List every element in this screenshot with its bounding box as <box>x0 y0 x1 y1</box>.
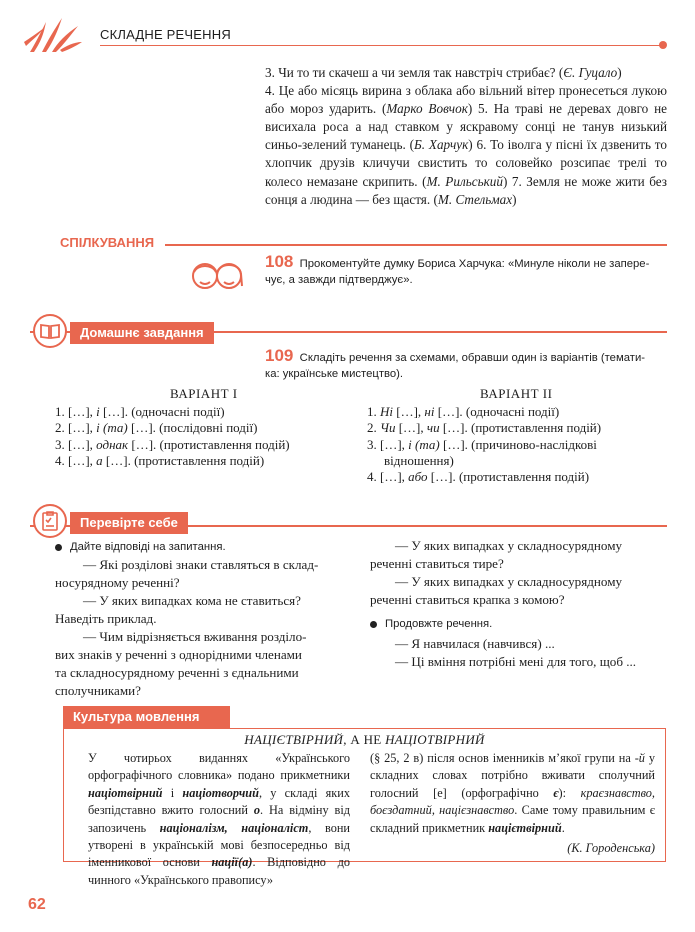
speech-culture-author: (К. Городенська) <box>567 841 655 855</box>
continue-line: — Ці вміння потрібні мені для того, щоб ... <box>395 654 637 669</box>
speech-culture-banner: Культура мовлення <box>63 706 230 728</box>
task-108-number: 108 <box>265 252 294 271</box>
speech-culture-left: У чотирьох виданнях «Українського орфографічного словника» подано прикметники націотвірний і націотворчий, у складі яких безпідставно вжито голосний о. На відміну від запозичень націоналізм, націоналіст, вони утворені в українській мові безпосередньо від іменникової основи нації(а). Відповідно до чинного «Українського правопису» <box>88 751 350 887</box>
check-right-column <box>370 537 667 671</box>
exercise-excerpt <box>265 64 667 209</box>
question-line: сполучниками? <box>55 683 141 698</box>
question-line: вих знаків у реченні з однорідними членами <box>55 647 302 662</box>
variant-2-title: ВАРІАНТ ІІ <box>480 386 553 401</box>
variant-1-title: ВАРІАНТ І <box>170 386 238 401</box>
question-line: — У яких випадках у складносурядному <box>395 538 623 553</box>
speech-culture-title: НАЦІЄТВІРНИЙ, А НЕ НАЦІОТВІРНИЙ <box>244 732 485 747</box>
question-line: реченні ставиться крапка з комою? <box>370 592 565 607</box>
variant-2-item: 4. […], або […]. (протиставлення подій) <box>367 469 590 485</box>
question-line: — У яких випадках кома не ставиться? <box>83 593 301 608</box>
task-109-number: 109 <box>265 346 294 365</box>
task-109-line2: ка: українське мистецтво). <box>265 368 404 380</box>
two-faces-icon <box>188 256 246 296</box>
book-icon <box>33 314 67 348</box>
instruction-continue: Продовжте речення. <box>385 618 493 630</box>
bullet-icon <box>55 544 62 551</box>
question-line: реченні ставиться тире? <box>370 556 504 571</box>
variant-1-list <box>55 404 290 469</box>
variant-2-item: 3. […], і (та) […]. (причиново-наслідкові <box>367 436 597 452</box>
check-banner: Перевірте себе <box>70 512 188 534</box>
header-logo-icon <box>22 12 84 54</box>
question-line: носурядному реченні? <box>55 575 180 590</box>
continue-line: — Я навчилася (навчився) ... <box>395 636 555 651</box>
question-line: — Чим відрізняється вживання розділо- <box>83 629 307 644</box>
variant-2-item: 1. Ні […], ні […]. (одночасні події) <box>367 404 560 419</box>
excerpt-line-4-7: 4. Це або місяць вирина з облака або вільний вітер пронесеться лукою або мороз ударить. (Марко Вовчок) 5. На траві не деревах довго не висихала роса а над ставком у яскравому сонці не танув низький синьо-зелений туманець. (Б. Харчук) 6. То іволга у пісні їх дзвенить то хлопчик друзів кличучи свистить то соловейко розсипає трелі то колесо немазане скрипить. (М. Рильський) 7. Земля не може жити без сонця а людина — без щастя. (М. Стельмах) <box>265 83 667 207</box>
checklist-icon <box>33 504 67 538</box>
variant-1-item: 3. […], однак […]. (протиставлення подій) <box>55 436 290 452</box>
check-left-column <box>55 537 350 700</box>
header-dot <box>659 41 667 49</box>
header-rule <box>100 45 662 46</box>
question-line: — Які розділові знаки ставляться в склад- <box>83 557 319 572</box>
task-108-line1: Прокоментуйте думку Бориса Харчука: «Минуле ніколи не запере- <box>299 258 650 270</box>
homework-banner: Домашнє завдання <box>70 322 214 344</box>
communication-rule <box>165 244 667 246</box>
task-108-line2: чує, а завжди підтверджує». <box>265 274 413 286</box>
communication-heading: СПІЛКУВАННЯ <box>60 235 155 250</box>
header-title: СКЛАДНЕ РЕЧЕННЯ <box>100 27 231 42</box>
task-109 <box>265 348 667 382</box>
instruction-answer: Дайте відповіді на запитання. <box>70 541 226 553</box>
question-line: — У яких випадках у складносурядному <box>395 574 623 589</box>
task-109-line1: Складіть речення за схемами, обравши один із варіантів (темати- <box>299 352 646 364</box>
task-108 <box>265 254 667 288</box>
variant-1-item: 1. […], і […]. (одночасні події) <box>55 404 225 419</box>
page-number: 62 <box>28 896 46 913</box>
variant-1-item: 4. […], а […]. (протиставлення подій) <box>55 452 265 468</box>
speech-culture-right: (§ 25, 2 в) після основ іменників м’якої групи на -й у складних словах потрібно вживати сполучний голосний [е] (орфографічно є): краєзнавство, боєздатний, націєзнавство. Саме тому правильним є складний прикметник націєтвірний. <box>370 751 655 835</box>
bullet-icon <box>370 621 377 628</box>
question-line: Наведіть приклад. <box>55 611 157 626</box>
excerpt-line-3: 3. Чи то ти скачеш а чи земля так навстріч стрибає? (Є. Гуцало) <box>265 65 622 80</box>
question-line: та складносурядному реченні з єднальними <box>55 665 299 680</box>
variant-2-list <box>367 404 601 485</box>
variant-2-item-cont: відношення) <box>384 452 454 468</box>
variant-1-item: 2. […], і (та) […]. (послідовні події) <box>55 420 258 436</box>
variant-2-item: 2. Чи […], чи […]. (протиставлення подій) <box>367 420 602 436</box>
